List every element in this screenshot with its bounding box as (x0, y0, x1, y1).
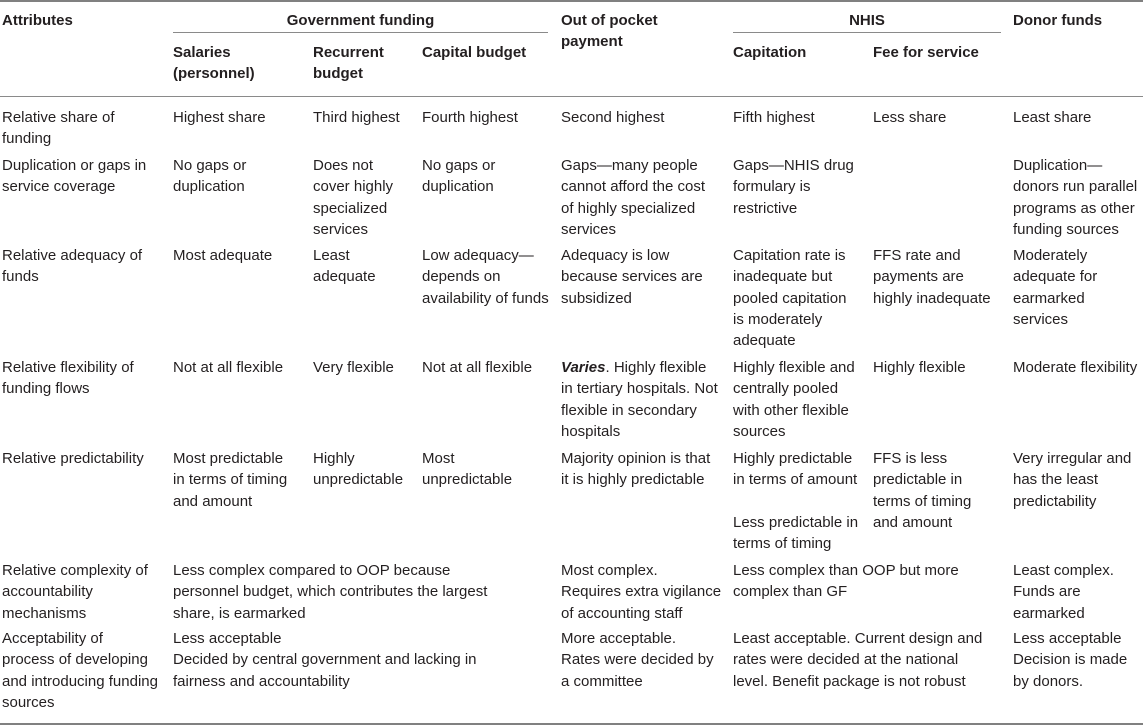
header-salaries: Salaries (personnel) (173, 44, 255, 83)
row-flexibility-salaries: Not at all flexible (173, 359, 284, 376)
row-adequacy-oop: Adequacy is low because services are subsidized (561, 247, 703, 307)
row-gaps-capital: No gaps or duplication (422, 157, 496, 196)
row-flexibility-oop (561, 357, 718, 442)
row-flexibility-capital: Not at all flexible (422, 359, 533, 376)
row-acceptability-government: Less acceptable Decided by central government and lacking in fairness and accountability (173, 630, 477, 690)
row-flexibility-recurrent: Very flexible (313, 359, 394, 376)
header-capitation: Capitation (733, 44, 807, 61)
header-recurrent: Recurrent budget (313, 44, 384, 83)
row-share-recurrent: Third highest (313, 109, 400, 126)
row-predictability-attr: Relative predictability (2, 450, 144, 467)
table-top-rule (0, 0, 1143, 2)
row-predictability-capitation-timing: Less predictable in terms of timing (733, 514, 859, 553)
row-predictability-capitation-amount: Highly predictable in terms of amount (733, 450, 858, 489)
row-adequacy-attr: Relative adequacy of funds (2, 247, 143, 286)
row-complexity-donor: Least complex. Funds are earmarked (1013, 562, 1114, 622)
row-predictability-salaries: Most predictable in terms of timing and amount (173, 450, 288, 510)
government-funding-rule (173, 32, 548, 33)
row-flexibility-oop-text: . Highly flexible in tertiary hospitals. Not flexible in secondary hospitals (561, 359, 718, 440)
row-gaps-capitation: Gaps—NHIS drug formulary is restrictive (733, 157, 854, 217)
row-acceptability-attr: Acceptability of process of developing and introducing funding sources (2, 630, 158, 711)
row-share-capitation: Fifth highest (733, 109, 815, 126)
row-adequacy-capitation: Capitation rate is inadequate but pooled capitation is moderately adequate (733, 247, 847, 350)
row-complexity-attr: Relative complexity of accountability mechanisms (2, 562, 148, 622)
row-share-salaries: Highest share (173, 109, 266, 126)
row-share-capital: Fourth highest (422, 109, 518, 126)
row-complexity-nhis: Less complex than OOP but more complex than GF (733, 562, 959, 601)
row-gaps-salaries: No gaps or duplication (173, 157, 247, 196)
header-donor: Donor funds (1013, 12, 1103, 29)
row-predictability-recurrent: Highly unpredictable (313, 450, 404, 489)
row-share-attr: Relative share of funding (2, 109, 115, 148)
header-government-funding: Government funding (286, 12, 435, 29)
header-ffs: Fee for service (873, 44, 979, 61)
row-predictability-ffs: FFS is less predictable in terms of timing and amount (873, 450, 972, 531)
header-bottom-rule (0, 96, 1143, 97)
row-adequacy-capital: Low adequacy— depends on availability of funds (422, 247, 549, 307)
header-capital: Capital budget (422, 44, 527, 61)
header-nhis: NHIS (849, 12, 885, 29)
row-complexity-oop: Most complex. Requires extra vigilance of accounting staff (561, 562, 722, 622)
row-gaps-donor: Duplication— donors run parallel programs as other funding sources (1013, 157, 1138, 238)
row-acceptability-nhis: Least acceptable. Current design and rates were decided at the national level. Benefit package is not robust (733, 630, 983, 690)
nhis-rule (733, 32, 1001, 33)
row-adequacy-donor: Moderately adequate for earmarked services (1013, 247, 1098, 328)
row-acceptability-oop: More acceptable. Rates were decided by a committee (561, 630, 714, 690)
row-adequacy-recurrent: Least adequate (313, 247, 376, 286)
row-predictability-donor: Very irregular and has the least predictability (1013, 450, 1132, 510)
row-flexibility-donor: Moderate flexibility (1013, 359, 1138, 376)
row-gaps-recurrent: Does not cover highly specialized services (313, 157, 394, 238)
row-predictability-capital: Most unpredictable (422, 450, 513, 489)
row-flexibility-capitation: Highly flexible and centrally pooled with other flexible sources (733, 359, 855, 440)
row-share-ffs: Less share (873, 109, 947, 126)
header-oop: Out of pocket payment (561, 12, 658, 51)
row-predictability-oop: Majority opinion is that it is highly predictable (561, 450, 711, 489)
row-share-oop: Second highest (561, 109, 665, 126)
row-complexity-government: Less complex compared to OOP because personnel budget, which contributes the largest share, is earmarked (173, 562, 488, 622)
row-adequacy-ffs: FFS rate and payments are highly inadequate (873, 247, 991, 307)
row-flexibility-ffs: Highly flexible (873, 359, 966, 376)
table-bottom-rule (0, 723, 1143, 725)
row-flexibility-attr: Relative flexibility of funding flows (2, 359, 134, 398)
row-acceptability-donor: Less acceptable Decision is made by donors. (1013, 630, 1128, 690)
row-gaps-oop: Gaps—many people cannot afford the cost of highly specialized services (561, 157, 705, 238)
row-adequacy-salaries: Most adequate (173, 247, 273, 264)
row-flexibility-oop-varies: Varies (561, 359, 606, 376)
header-attributes: Attributes (2, 12, 73, 29)
row-share-donor: Least share (1013, 109, 1092, 126)
row-gaps-attr: Duplication or gaps in service coverage (2, 157, 147, 196)
